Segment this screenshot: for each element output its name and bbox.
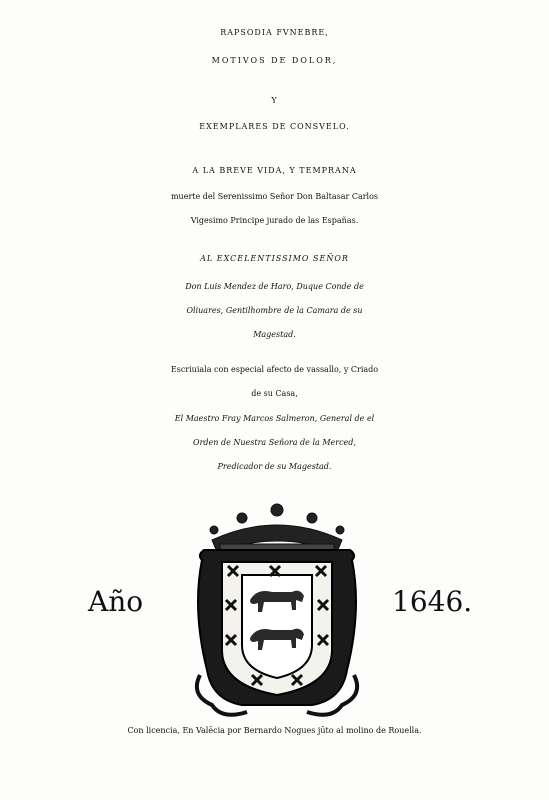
title-line-4: EXEMPLARES DE CONSVELO. (199, 122, 350, 131)
year-number: 1646. (392, 585, 473, 618)
coat-of-arms-image (192, 500, 362, 725)
patron-line-3: Magestad. (253, 330, 296, 339)
patron-heading: AL EXCELENTISSIMO SEÑOR (200, 254, 349, 263)
author-note-line-2: de su Casa, (251, 389, 298, 398)
author-line-1: El Maestro Fray Marcos Salmeron, General de el (174, 414, 375, 423)
title-line-3: Y (271, 96, 278, 105)
year-word: Año (88, 585, 144, 618)
patron-line-1: Don Luis Mendez de Haro, Duque Conde de (185, 282, 364, 291)
crown-icon (210, 504, 344, 552)
title-line-2: MOTIVOS DE DOLOR, (211, 56, 338, 65)
title-line-1: RAPSODIA FVNEBRE, (220, 28, 329, 37)
dedication-line-2: muerte del Serenissimo Señor Don Baltasar Carlos (170, 192, 379, 201)
dedication-line-3: Vigesimo Principe jurado de las Españas. (190, 216, 359, 225)
author-line-3: Predicador de su Magestad. (217, 462, 332, 471)
patron-line-2: Oliuares, Gentilhombre de la Camara de su (186, 306, 363, 315)
author-note-line-1: Escriuiala con especial afecto de vassallo, y Criado (170, 365, 379, 374)
dedication-line-1: A LA BREVE VIDA, Y TEMPRANA (192, 166, 357, 175)
author-line-2: Orden de Nuestra Señora de la Merced, (193, 438, 356, 447)
imprint-line: Con licencia, En Valēcia por Bernardo Nogues jūto al molino de Rouella. (127, 726, 422, 735)
